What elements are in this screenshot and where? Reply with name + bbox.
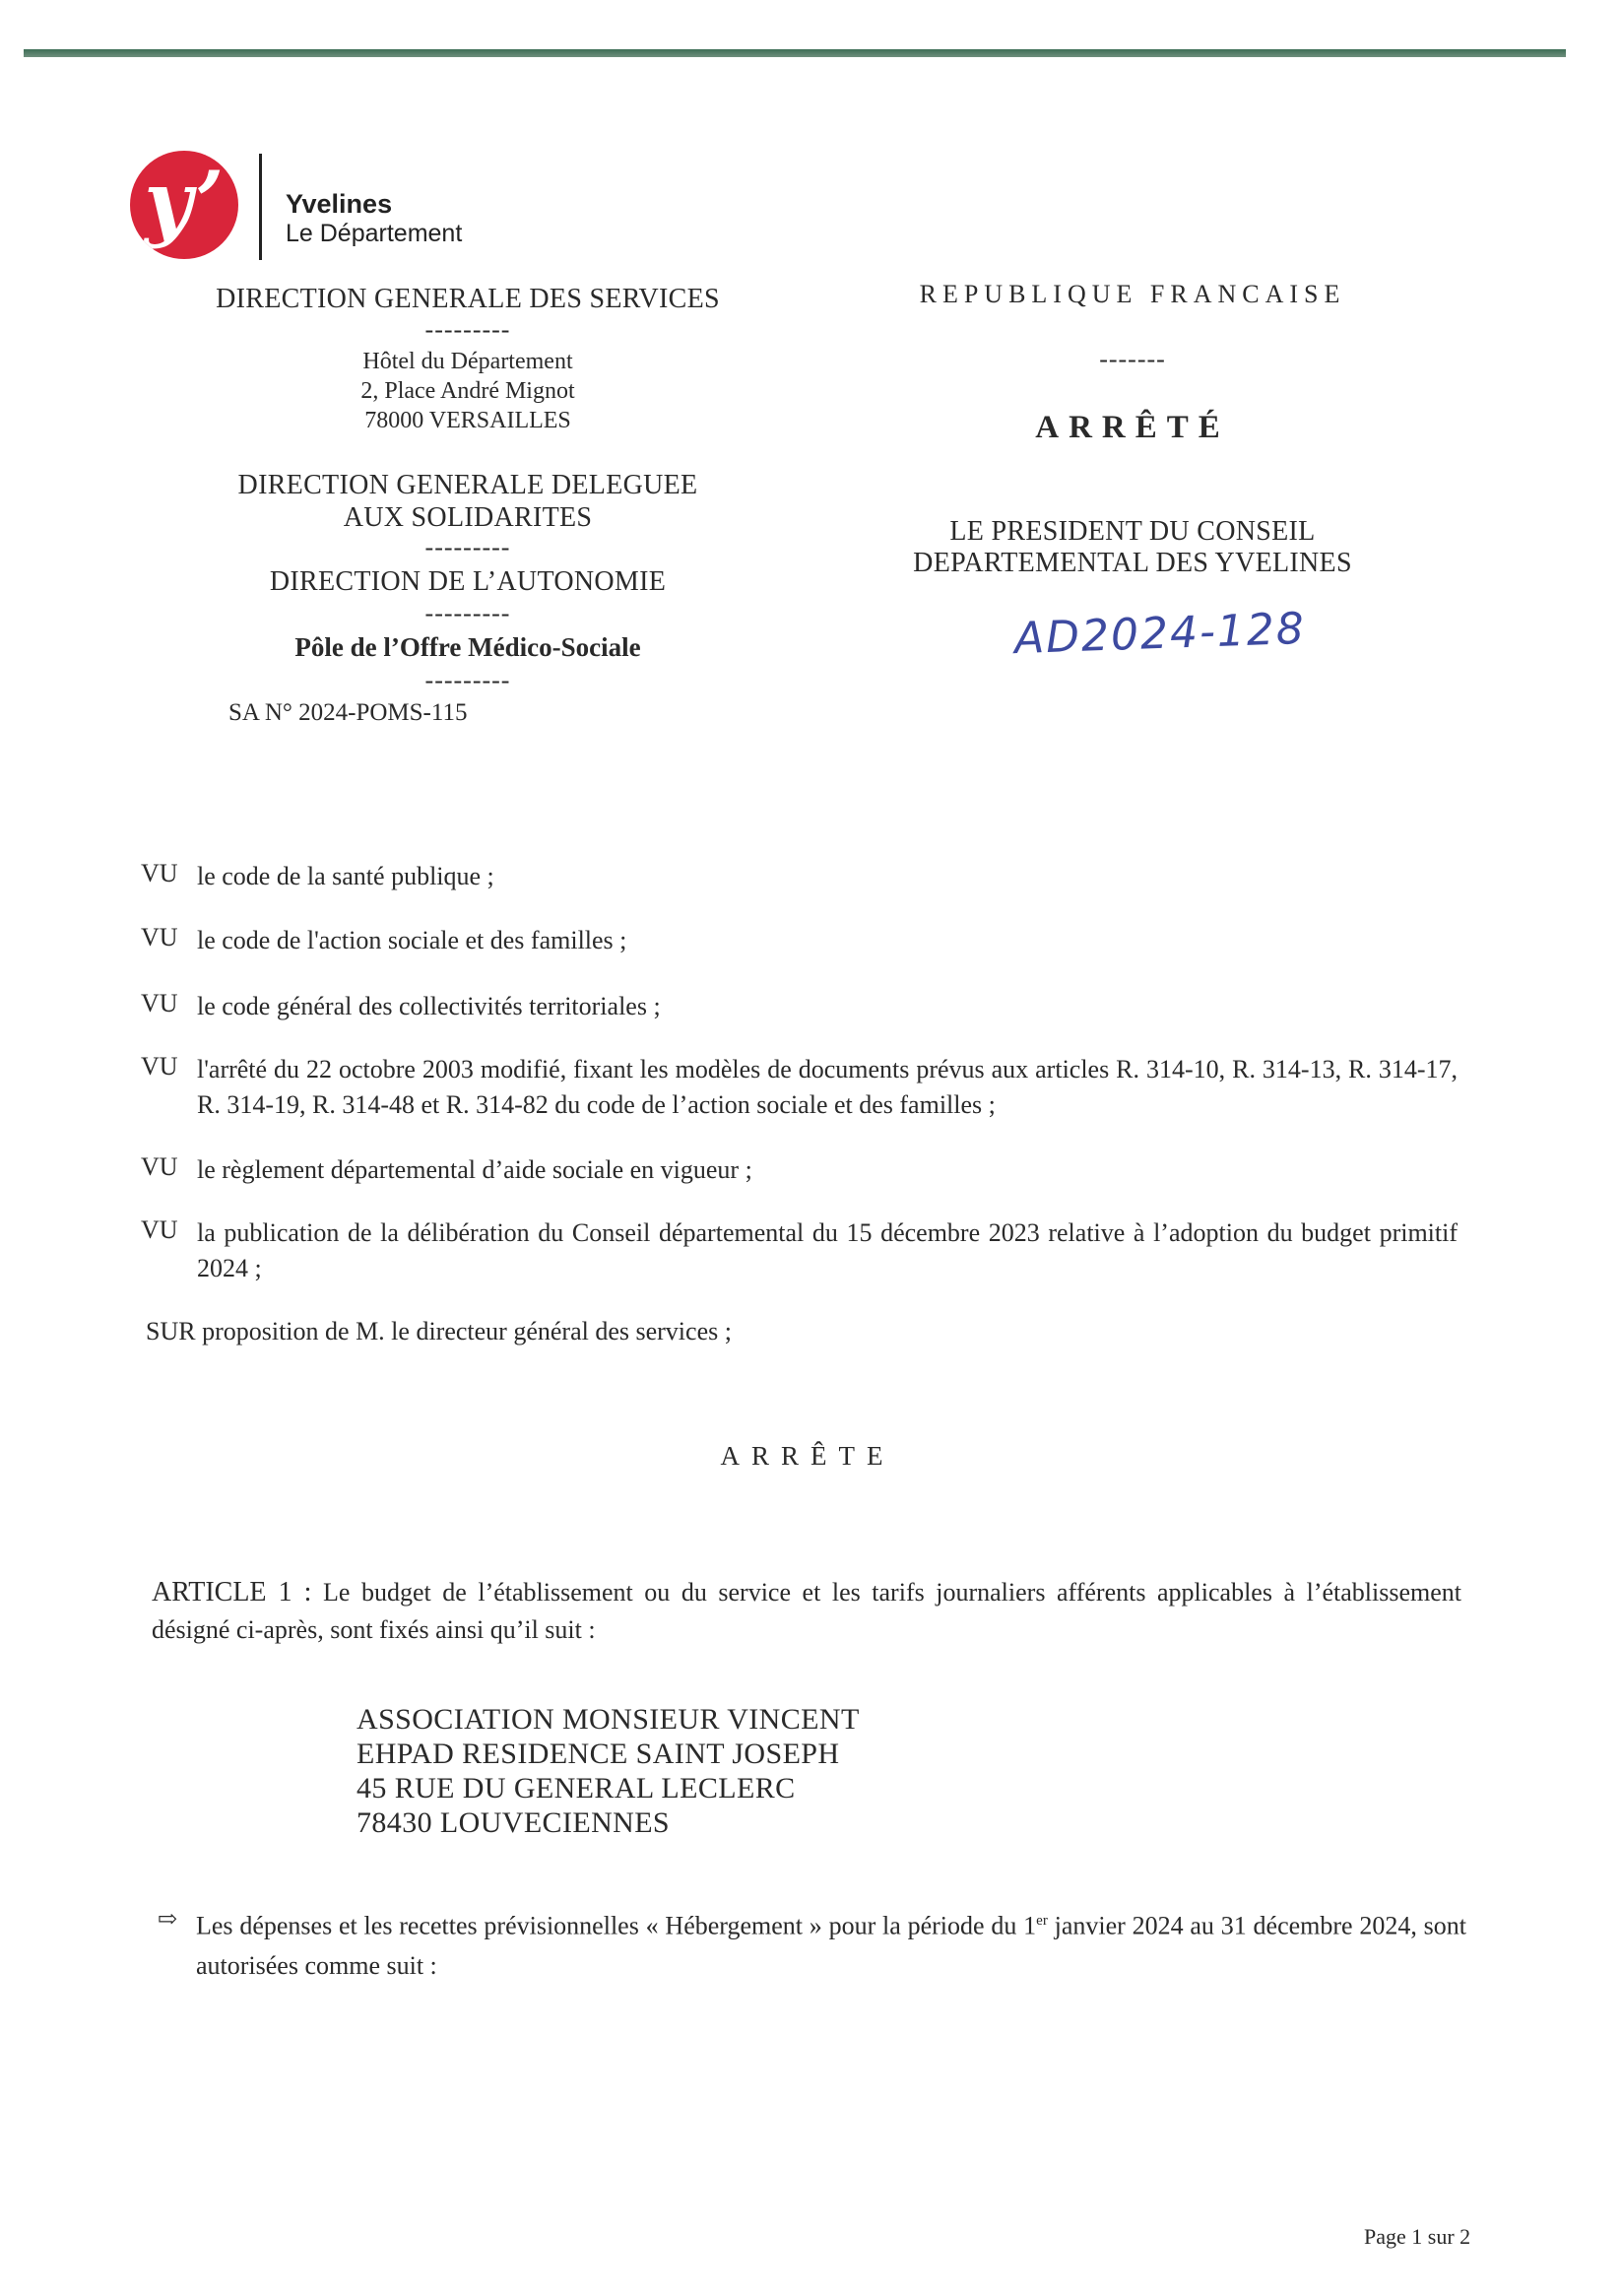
address-line: Hôtel du Département <box>362 349 573 374</box>
yvelines-logo <box>130 151 238 259</box>
president-line1: LE PRESIDENT DU CONSEIL <box>949 516 1316 547</box>
direction-generale-services: DIRECTION GENERALE DES SERVICES <box>216 284 720 314</box>
vu-keyword: VU <box>141 1215 178 1244</box>
vu-item <box>141 923 1460 962</box>
separator: --------- <box>424 533 511 561</box>
separator: ------- <box>1099 345 1166 373</box>
pole-offre-medico-sociale: Pôle de l’Offre Médico-Sociale <box>294 632 641 662</box>
scan-top-border <box>24 49 1566 57</box>
direction-autonomie: DIRECTION DE L’AUTONOMIE <box>269 566 667 597</box>
establishment-address <box>357 1702 860 1840</box>
vu-keyword: VU <box>141 923 178 951</box>
vu-keyword: VU <box>141 989 178 1017</box>
vu-keyword: VU <box>141 1052 178 1081</box>
handwritten-arrete-number: AD2024-128 <box>1013 603 1307 665</box>
vu-text: le code de l'action sociale et des familles ; <box>197 926 627 954</box>
vu-text: la publication de la délibération du Conseil départemental du 15 décembre 2023 relative à l’adoption du budget primitif 2024 ; <box>197 1218 1458 1282</box>
logo-y-glyph: y’ <box>144 153 225 250</box>
vu-keyword: VU <box>141 859 178 887</box>
budget-text-start: Les dépenses et les recettes prévisionnelles « Hébergement » pour la période du 1 <box>196 1911 1037 1940</box>
budget-paragraph <box>196 1901 1466 1986</box>
article-1 <box>152 1574 1461 1649</box>
superscript-er: er <box>1036 1913 1048 1929</box>
vu-text: le code de la santé publique ; <box>197 862 494 890</box>
separator: --------- <box>424 599 511 627</box>
vu-item <box>141 1215 1460 1294</box>
logo-divider <box>259 154 262 260</box>
budget-text-end: janvier 2024 au 31 décembre 2024, sont autorisées comme suit : <box>196 1911 1466 1980</box>
brand-subtitle: Le Département <box>286 220 463 247</box>
vu-text: le code général des collectivités territoriales ; <box>197 992 661 1020</box>
vu-item <box>141 1052 1460 1131</box>
brand-name: Yvelines <box>286 189 393 219</box>
arrete-title: ARRÊTE <box>720 1441 895 1471</box>
direction-deleguee-line2: AUX SOLIDARITES <box>343 502 593 533</box>
vu-text: le règlement départemental d’aide sociale en vigueur ; <box>197 1155 752 1184</box>
vu-item <box>141 1152 1460 1192</box>
vu-item <box>141 989 1460 1028</box>
sur-proposition: SUR proposition de M. le directeur général des services ; <box>146 1317 732 1345</box>
address-line: 45 RUE DU GENERAL LECLERC <box>357 1772 796 1804</box>
address-line: 2, Place André Mignot <box>360 378 575 404</box>
reference-number: SA N° 2024-POMS-115 <box>228 699 468 726</box>
page-number: Page 1 sur 2 <box>1364 2224 1471 2249</box>
separator: --------- <box>424 315 511 344</box>
address-line: 78430 LOUVECIENNES <box>357 1806 671 1839</box>
vu-keyword: VU <box>141 1152 178 1181</box>
article-1-text: Le budget de l’établissement ou du service et les tarifs journaliers afférents applicables à l’établissement désigné ci-après, sont fixés ainsi qu’il suit : <box>152 1578 1461 1644</box>
vu-text: l'arrêté du 22 octobre 2003 modifié, fixant les modèles de documents prévus aux articles R. 314-10, R. 314-13, R. 314-17, R. 314-19, R. 314-48 et R. 314-82 du code de l’action sociale et des familles ; <box>197 1055 1458 1119</box>
address-line: ASSOCIATION MONSIEUR VINCENT <box>357 1703 860 1736</box>
republique-francaise: REPUBLIQUE FRANCAISE <box>919 280 1346 308</box>
arrow-right-icon: ⇨ <box>158 1907 178 1933</box>
president-line2: DEPARTEMENTAL DES YVELINES <box>913 548 1352 578</box>
direction-deleguee-line1: DIRECTION GENERALE DELEGUEE <box>237 470 698 500</box>
address-line: 78000 VERSAILLES <box>364 408 571 433</box>
arrete-header: ARRÊTÉ <box>1035 410 1230 445</box>
separator: --------- <box>424 666 511 694</box>
article-1-label: ARTICLE 1 : <box>152 1577 312 1607</box>
vu-item <box>141 859 1460 898</box>
address-line: EHPAD RESIDENCE SAINT JOSEPH <box>357 1738 840 1770</box>
